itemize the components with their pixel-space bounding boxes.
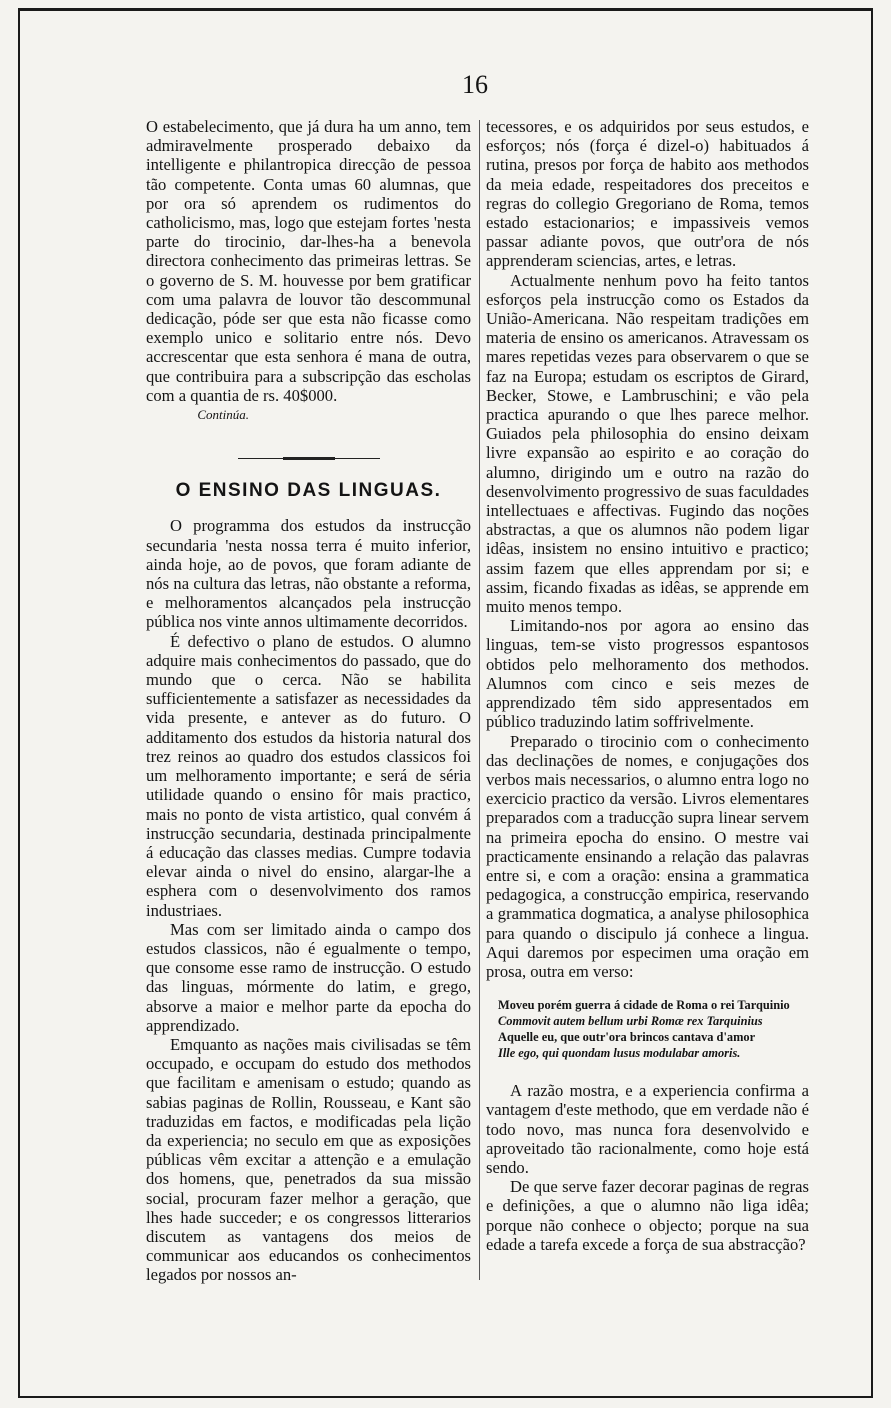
article-paragraph: Limitando-nos por agora ao ensino das linguas, tem-se visto progressos espantosos obtidos pelo melhoramento dos methodos. Alumnos com cinco e seis mezes de apprendizado têm sido appresentados em público traduzindo latim soffrivelmente.	[486, 616, 809, 732]
verse-line: Moveu porém guerra á cidade de Roma o rei Tarquinio	[498, 998, 790, 1013]
continua-note: Continúa.	[197, 407, 249, 423]
verse-line: Commovit autem bellum urbi Romæ rex Tarquinius	[498, 1014, 763, 1029]
article-paragraph: Actualmente nenhum povo ha feito tantos esforços pela instrucção como os Estados da União-Americana. Não respeitam tradições em materia de ensino os americanos. Atravessam os mares repetidas vezes para observarem o que se faz na Europa; estudam os escriptos de Girard, Becker, Stowe, e Lambruschini; e vão pela practica apurando o que lhes parece melhor. Guiados pela philosophia do ensino deixam livre expansão ao espirito e ao coração do alumno, dirigindo um e outro na razão do desenvolvimento progressivo de suas faculdades intellectuaes e affectivas. Fugindo das noções abstractas, a que os alumnos não podem ligar idêas, insistem no ensino intuitivo e practico; assim fazem que elles apprendam por si; e assim, ficando fixadas as idêas, se apprende em muito menos tempo.	[486, 270, 809, 617]
article-paragraph: O programma dos estudos da instrucção secundaria 'nesta nossa terra é muito inferior, ainda hoje, ao de povos, que foram adiante de nós na cultura das letras, não obstante a reforma, e melhoramentos alcançados pela instrucção pública nos vinte annos ultimamente decorridos.	[146, 516, 471, 632]
article-paragraph: De que serve fazer decorar paginas de regras e definições, a que o alumno não liga idêa; porque não conhece o objecto; porque na sua edade a tarefa excede a força de sua abstracção?	[486, 1177, 809, 1254]
article-paragraph: A razão mostra, e a experiencia confirma a vantagem d'este methodo, que em verdade não é todo novo, mas nunca fora desenvolvido e aproveitado tão racionalmente, como hoje está sendo.	[486, 1081, 809, 1177]
verse-line: Aquelle eu, que outr'ora brincos cantava d'amor	[498, 1030, 756, 1045]
article-paragraph: Preparado o tirocinio com o conhecimento das declinações de nomes, e conjugações dos verbos mais necessarios, o alumno entra logo no exercicio practico da versão. Livros elementares preparados com a traducção supra linear servem na primeira epocha do ensino. O mestre vai practicamente ensinando a relação das palavras entre si, e com a oração: ensina a grammatica pedagogica, a construcção empirica, reservando a grammatica dogmatica, a analyse philosophica para quando o discipulo já conhece a lingua. Aqui daremos por especimen uma oração em prosa, outra em verso:	[486, 731, 809, 981]
article-paragraph: tecessores, e os adquiridos por seus estudos, e esforços; nós (força é dizel-o) habituados á rutina, presos por força de habito aos methodos da meia edade, respeitadores dos preceitos e regras do collegio Gregoriano de Roma, temos estado estacionarios; e impassiveis vemos passar adiante povos, que outr'ora de nós apprenderam sciencias, artes, e letras.	[486, 117, 809, 271]
verse-example	[498, 997, 809, 1061]
right-column	[486, 117, 809, 1254]
verse-line: Ille ego, qui quondam lusus modulabar amoris.	[498, 1046, 741, 1061]
article-paragraph: Mas com ser limitado ainda o campo dos estudos classicos, não é egualmente o tempo, que consome esse ramo de instrucção. O estudo das linguas, mórmente do latim, e grego, absorve a maior e melhor parte da epocha do apprendizado.	[146, 919, 471, 1035]
article-paragraph: Emquanto as nações mais civilisadas se têm occupado, e occupam do estudo dos methodos que facilitam e amenisam o estudo; quando as sabias paginas de Rollin, Rousseau, e Kant são traduzidas em factos, e modificadas pela lição da experiencia; no seculo em que as exposições públicas vêm excitar a attenção e a emulação dos homens, que, penetrados da sua missão social, procuram fazer melhor a geração, que lhes hade succeder; e os congressos litterarios discutem as vantagens dos meios de communicar aos educandos os conhecimentos legados por nossos an-	[146, 1034, 471, 1285]
page-number: 16	[462, 70, 488, 99]
section-separator	[238, 457, 380, 461]
article-paragraph: É defectivo o plano de estudos. O alumno adquire mais conhecimentos do passado, que do mundo que o cerca. Não se habilita sufficientemente a satisfazer as necessidades da vida presente, e antever as do futuro. O additamento dos estudos da historia natural dos trez reinos ao quadro dos estudos classicos foi um melhoramento importante; e será de séria utilidade quando o ensino fôr mais practico, mais no ponto de vista artistico, qual convém á instrucção secundaria, destinada principalmente á educação das classes medias. Cumpre todavia elevar ainda o nivel do ensino, alargar-lhe a esphera com o desenvolvimento dos ramos industriaes.	[146, 631, 471, 920]
intro-paragraph: O estabelecimento, que já dura ha um anno, tem admiravelmente prosperado debaixo da intelligente e philantropica direcção de pessoa tão competente. Conta umas 60 alumnas, que por ora só aprendem os rudimentos do catholicismo, mas, logo que estejam fortes 'nesta parte do tirocinio, dar-lhes-ha a benevola directora conhecimento das primeiras lettras. Se o governo de S. M. houvesse por bem gratificar com uma palavra de louvor tão descommunal dedicação, póde ser que esta não ficasse como exemplo unico e solitario entre nós. Devo accrescentar que esta senhora é mana de outra, que contribuira para a subscripção das escholas com a quantia de rs. 40$000.	[146, 117, 471, 405]
section-title: O ENSINO DAS LINGUAS.	[175, 480, 442, 502]
left-column	[146, 117, 471, 1285]
column-divider	[479, 120, 480, 1280]
